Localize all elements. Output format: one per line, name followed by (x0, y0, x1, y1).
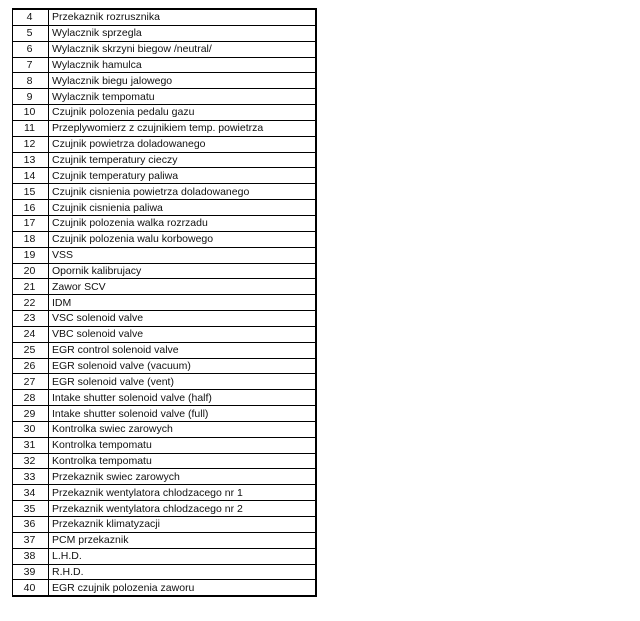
pin-description: Intake shutter solenoid valve (half) (49, 390, 316, 406)
pin-number: 15 (13, 184, 49, 200)
pin-number: 21 (13, 279, 49, 295)
pin-description: VSS (49, 247, 316, 263)
pin-description: PCM przekaznik (49, 532, 316, 548)
pin-description: Przekaznik swiec zarowych (49, 469, 316, 485)
pin-number: 12 (13, 136, 49, 152)
pin-number: 6 (13, 41, 49, 57)
pin-description: Zawor SCV (49, 279, 316, 295)
pin-number: 16 (13, 200, 49, 216)
table-row (13, 390, 316, 406)
pin-number: 27 (13, 374, 49, 390)
pin-number: 20 (13, 263, 49, 279)
table-row (13, 200, 316, 216)
pin-number: 26 (13, 358, 49, 374)
table-row (13, 311, 316, 327)
table-row (13, 532, 316, 548)
pin-number: 18 (13, 231, 49, 247)
pin-number: 30 (13, 421, 49, 437)
table-row (13, 247, 316, 263)
pin-number: 34 (13, 485, 49, 501)
pin-number: 39 (13, 564, 49, 580)
pin-number: 17 (13, 215, 49, 231)
table-row (13, 564, 316, 580)
pin-description: Kontrolka swiec zarowych (49, 421, 316, 437)
table-row (13, 501, 316, 517)
table-row (13, 136, 316, 152)
pin-description: Wylacznik tempomatu (49, 89, 316, 105)
pin-number: 5 (13, 25, 49, 41)
pin-description: EGR solenoid valve (vacuum) (49, 358, 316, 374)
pin-description: Czujnik polozenia pedalu gazu (49, 105, 316, 121)
pin-description: R.H.D. (49, 564, 316, 580)
table-row (13, 548, 316, 564)
pin-description: Wylacznik hamulca (49, 57, 316, 73)
table-row (13, 421, 316, 437)
pin-description: Przekaznik wentylatora chlodzacego nr 1 (49, 485, 316, 501)
pin-description: Wylacznik skrzyni biegow /neutral/ (49, 41, 316, 57)
pin-description: Intake shutter solenoid valve (full) (49, 406, 316, 422)
pin-description: Przeplywomierz z czujnikiem temp. powietrza (49, 120, 316, 136)
pin-number: 13 (13, 152, 49, 168)
pin-description: Przekaznik wentylatora chlodzacego nr 2 (49, 501, 316, 517)
pin-number: 38 (13, 548, 49, 564)
table-row (13, 485, 316, 501)
pin-description: EGR solenoid valve (vent) (49, 374, 316, 390)
pin-description: Kontrolka tempomatu (49, 453, 316, 469)
table-row (13, 342, 316, 358)
pin-description: Czujnik temperatury cieczy (49, 152, 316, 168)
pin-number: 28 (13, 390, 49, 406)
pin-number: 23 (13, 311, 49, 327)
pin-number: 32 (13, 453, 49, 469)
pin-description: Czujnik cisnienia paliwa (49, 200, 316, 216)
pin-description: Wylacznik biegu jalowego (49, 73, 316, 89)
pin-number: 8 (13, 73, 49, 89)
pin-description: Czujnik powietrza doladowanego (49, 136, 316, 152)
table-row (13, 231, 316, 247)
table-row (13, 406, 316, 422)
pin-description: VBC solenoid valve (49, 326, 316, 342)
table-row (13, 374, 316, 390)
pin-number: 25 (13, 342, 49, 358)
pin-description: Czujnik temperatury paliwa (49, 168, 316, 184)
table-row (13, 215, 316, 231)
table-row (13, 184, 316, 200)
table-row (13, 469, 316, 485)
pin-description: Kontrolka tempomatu (49, 437, 316, 453)
pin-description: EGR control solenoid valve (49, 342, 316, 358)
pin-number: 29 (13, 406, 49, 422)
pin-description: Przekaznik rozrusznika (49, 9, 316, 25)
pin-description: Czujnik polozenia walu korbowego (49, 231, 316, 247)
table-row (13, 580, 316, 596)
table-row (13, 152, 316, 168)
table-row (13, 105, 316, 121)
pin-table-body (13, 9, 316, 596)
pin-number: 22 (13, 295, 49, 311)
pin-description: EGR czujnik polozenia zaworu (49, 580, 316, 596)
pin-number: 37 (13, 532, 49, 548)
table-row (13, 295, 316, 311)
pin-description: Wylacznik sprzegla (49, 25, 316, 41)
table-row (13, 263, 316, 279)
table-row (13, 437, 316, 453)
pin-number: 4 (13, 9, 49, 25)
pin-number: 40 (13, 580, 49, 596)
table-row (13, 279, 316, 295)
table-row (13, 453, 316, 469)
pin-description: Czujnik cisnienia powietrza doladowanego (49, 184, 316, 200)
table-row (13, 120, 316, 136)
pin-number: 31 (13, 437, 49, 453)
pin-number: 11 (13, 120, 49, 136)
pin-number: 10 (13, 105, 49, 121)
table-row (13, 358, 316, 374)
table-row (13, 9, 316, 25)
pin-number: 33 (13, 469, 49, 485)
pin-number: 36 (13, 517, 49, 533)
pin-assignment-table (12, 8, 317, 597)
pin-number: 35 (13, 501, 49, 517)
table-row (13, 168, 316, 184)
table-row (13, 25, 316, 41)
pin-number: 7 (13, 57, 49, 73)
pin-number: 24 (13, 326, 49, 342)
table-row (13, 73, 316, 89)
pin-description: Czujnik polozenia walka rozrzadu (49, 215, 316, 231)
pin-description: Opornik kalibrujacy (49, 263, 316, 279)
pin-description: Przekaznik klimatyzacji (49, 517, 316, 533)
table-row (13, 517, 316, 533)
table-row (13, 89, 316, 105)
table-row (13, 326, 316, 342)
pin-number: 9 (13, 89, 49, 105)
pin-number: 14 (13, 168, 49, 184)
pin-number: 19 (13, 247, 49, 263)
pin-description: L.H.D. (49, 548, 316, 564)
pin-description: VSC solenoid valve (49, 311, 316, 327)
pin-description: IDM (49, 295, 316, 311)
table-row (13, 57, 316, 73)
table-row (13, 41, 316, 57)
